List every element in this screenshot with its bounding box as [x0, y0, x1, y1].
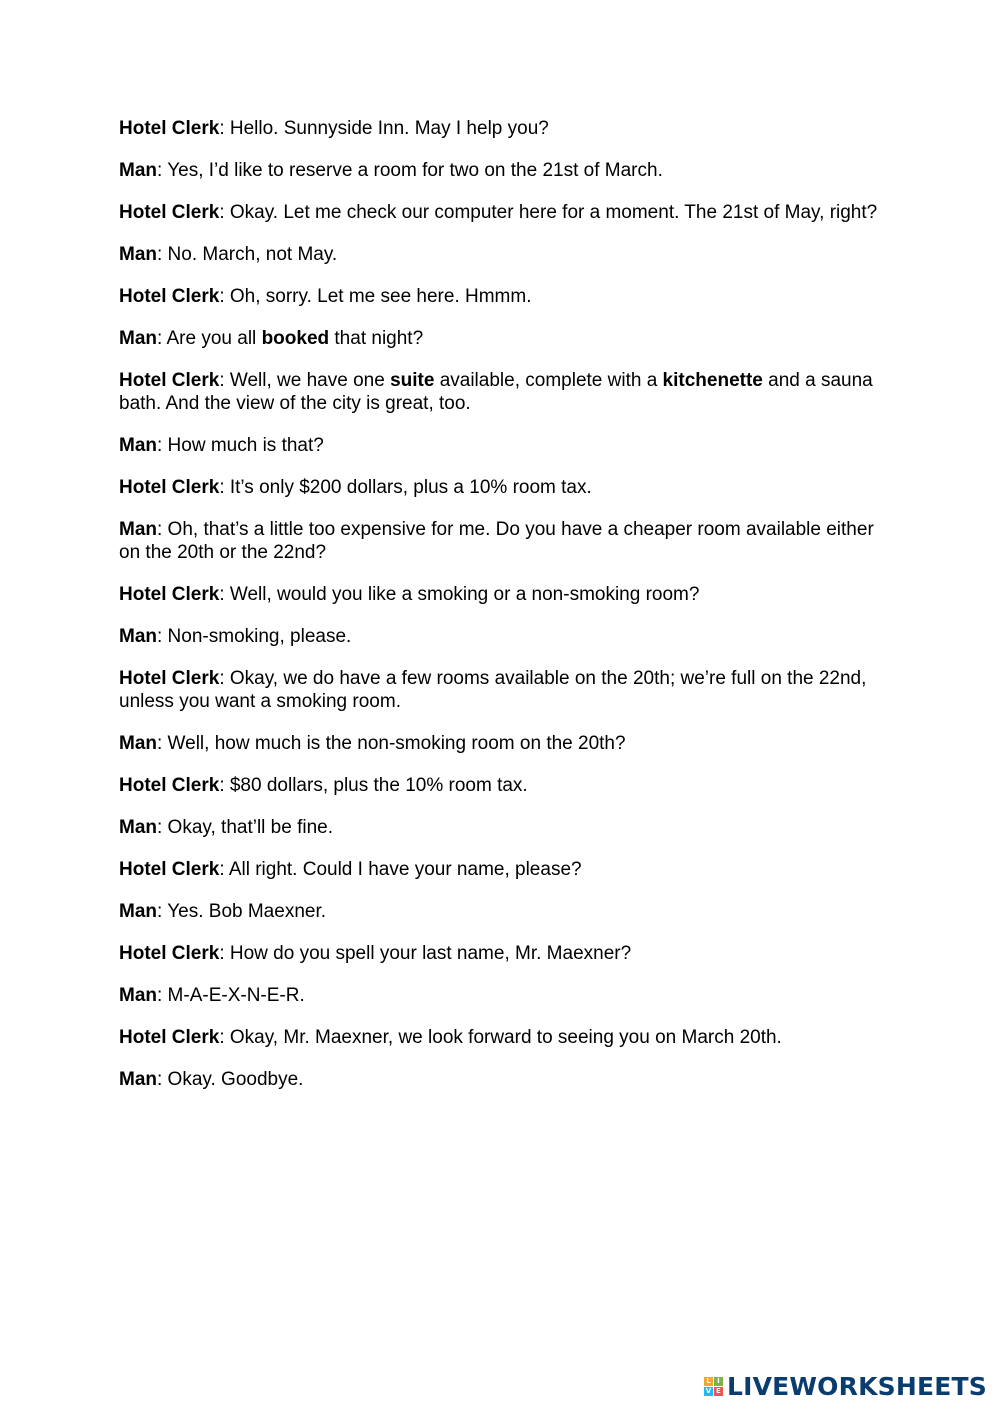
speaker-name: Man	[119, 160, 157, 181]
speaker-name: Hotel Clerk	[119, 286, 220, 307]
vocabulary-word: suite	[390, 370, 435, 391]
line-text: available, complete with a	[434, 370, 663, 391]
speaker-name: Man	[119, 1069, 157, 1090]
line-text: : How much is that?	[157, 435, 324, 456]
dialogue-line	[119, 159, 889, 182]
line-text: : Oh, sorry. Let me see here. Hmmm.	[219, 286, 532, 307]
line-text: : No. March, not May.	[157, 244, 338, 265]
line-text: : Non-smoking, please.	[157, 626, 352, 647]
dialogue-line	[119, 625, 889, 648]
dialogue-line	[119, 476, 889, 499]
dialogue-line	[119, 667, 889, 713]
speaker-name: Man	[119, 817, 157, 838]
speaker-name: Hotel Clerk	[119, 668, 220, 689]
dialogue-line	[119, 774, 889, 797]
liveworksheets-logo-icon	[704, 1377, 723, 1396]
line-text: : Yes, I’d like to reserve a room for two on the 21st of March.	[157, 160, 663, 181]
speaker-name: Hotel Clerk	[119, 370, 220, 391]
logo-mark-square: I	[714, 1377, 723, 1386]
vocabulary-word: booked	[261, 328, 330, 349]
logo-mark-square: V	[705, 1387, 712, 1395]
speaker-name: Hotel Clerk	[119, 118, 220, 139]
speaker-name: Hotel Clerk	[119, 202, 220, 223]
speaker-name: Man	[119, 519, 157, 540]
liveworksheets-logo[interactable]	[704, 1372, 987, 1401]
dialogue-line	[119, 434, 889, 457]
line-text: : Oh, that’s a little too expensive for me. Do you have a cheaper room available either on the 20th or the 22nd?	[119, 519, 874, 563]
speaker-name: Man	[119, 244, 157, 265]
speaker-name: Man	[119, 901, 157, 922]
speaker-name: Hotel Clerk	[119, 584, 220, 605]
speaker-name: Hotel Clerk	[119, 943, 220, 964]
dialogue-line	[119, 285, 889, 308]
line-text: : Okay. Goodbye.	[157, 1069, 304, 1090]
logo-mark-square: E	[714, 1387, 723, 1396]
speaker-name: Man	[119, 435, 157, 456]
speaker-name: Hotel Clerk	[119, 1027, 220, 1048]
line-text: : Okay, Mr. Maexner, we look forward to seeing you on March 20th.	[219, 1027, 782, 1048]
speaker-name: Man	[119, 626, 157, 647]
line-text: : Well, would you like a smoking or a non-smoking room?	[219, 584, 700, 605]
dialogue-line	[119, 117, 889, 140]
line-text: : Okay, that’ll be fine.	[157, 817, 334, 838]
dialogue-line	[119, 369, 889, 415]
line-text: : $80 dollars, plus the 10% room tax.	[219, 775, 528, 796]
line-text: : Hello. Sunnyside Inn. May I help you?	[219, 118, 549, 139]
dialogue	[119, 117, 889, 1110]
line-text: : Yes. Bob Maexner.	[157, 901, 327, 922]
dialogue-line	[119, 732, 889, 755]
speaker-name: Man	[119, 328, 157, 349]
line-text: that night?	[329, 328, 424, 349]
dialogue-line	[119, 1068, 889, 1091]
speaker-name: Hotel Clerk	[119, 775, 220, 796]
dialogue-line	[119, 243, 889, 266]
line-text: : Are you all	[157, 328, 262, 349]
dialogue-line	[119, 518, 889, 564]
line-text: : It’s only $200 dollars, plus a 10% room tax.	[219, 477, 592, 498]
line-text: : M-A-E-X-N-E-R.	[157, 985, 305, 1006]
dialogue-line	[119, 984, 889, 1007]
dialogue-line	[119, 1026, 889, 1049]
logo-mark-square: L	[704, 1377, 713, 1386]
dialogue-line	[119, 201, 889, 224]
dialogue-line	[119, 942, 889, 965]
line-text: : Well, we have one	[219, 370, 391, 391]
line-text: and a sauna bath. And the view of the city is great, too.	[119, 370, 873, 414]
line-text: : Okay. Let me check our computer here for a moment. The 21st of May, right?	[219, 202, 878, 223]
line-text: : Well, how much is the non-smoking room on the 20th?	[157, 733, 626, 754]
dialogue-line	[119, 816, 889, 839]
line-text: : All right. Could I have your name, please?	[219, 859, 582, 880]
line-text: : How do you spell your last name, Mr. Maexner?	[219, 943, 632, 964]
speaker-name: Hotel Clerk	[119, 477, 220, 498]
speaker-name: Man	[119, 985, 157, 1006]
dialogue-line	[119, 858, 889, 881]
vocabulary-word: kitchenette	[662, 370, 763, 391]
line-text: : Okay, we do have a few rooms available on the 20th; we’re full on the 22nd, unless you want a smoking room.	[119, 668, 867, 712]
logo-text: LIVEWORKSHEETS	[726, 1372, 987, 1401]
speaker-name: Man	[119, 733, 157, 754]
speaker-name: Hotel Clerk	[119, 859, 220, 880]
dialogue-line	[119, 327, 889, 350]
dialogue-line	[119, 900, 889, 923]
dialogue-line	[119, 583, 889, 606]
